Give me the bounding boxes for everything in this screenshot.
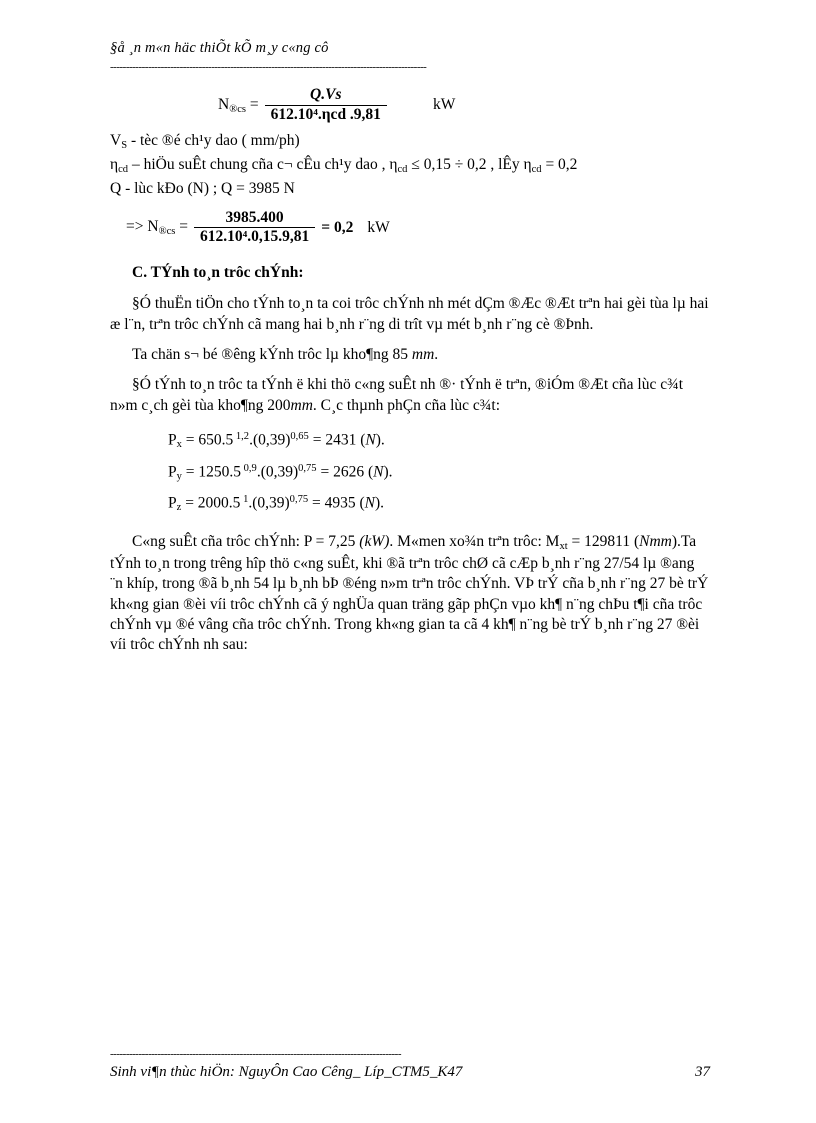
page-content (110, 40, 710, 658)
section-body (110, 294, 710, 656)
formula-result-fraction (194, 210, 315, 246)
formula-result-unit: kW (367, 218, 390, 236)
section-heading: C. TÝnh to¸n trôc chÝnh: (132, 264, 304, 282)
formula-lhs: $N_{®cs}$ = (218, 95, 259, 115)
equation-px: $P_x = 650.5$ $^{1,2}.(0,39)^{0,65} = 2431$ (N). (168, 431, 385, 451)
footer-author: Sinh vi¶n thùc hiÖn: NguyÔn Cao Cêng_ Líp_CTM5_K47 (110, 1064, 463, 1080)
header-divider: ---------------------------------------------------------------------------------------------------- (110, 61, 427, 73)
definition-vs: $V_S$ - tèc ®é ch¹y dao ( mm/ph) (110, 132, 300, 152)
paragraph-1: §Ó thuËn tiÖn cho tÝnh to¸n ta coi trôc chÝnh nh mét dÇm ®Æc ®Æt trªn hai gèi tùa lµ hai æ l¨n, trªn trôc chÝnh cã mang hai b¸nh r¨ng di trît vµ mét b¸nh r¨ng cè ®Þnh. (110, 295, 709, 333)
equation-py: $P_y = 1250.5$ $^{0,9}.(0,39)^{0,75} = 2626$ (N). (168, 462, 393, 482)
formula-result-equals: = 0,2 (321, 218, 354, 236)
formula-power-result (110, 210, 710, 246)
paragraph-4: C«ng suÊt cña trôc chÝnh: P = 7,25 (kW). M«men xo¾n trªn trôc: $M_{xt} = 129811$ (Nmm).Ta tÝnh to¸n trong trêng hîp thö c«ng suÊt, khi ®ã trªn trôc chØ cã cÆp b¸nh r¨ng 27/54 lµ ®ang ¨n khíp, trong ®ã b¸nh 54 lµ b¸nh bÞ ®éng n»m trªn trôc chÝnh. VÞ trÝ cña b¸nh r¨ng 27 bè trÝ kh«ng gian ®èi víi trôc chÝnh cã ý nghÜa quan träng gãp phÇn vµo kh¶ n¨ng chÞu t¶i cña trôc chÝnh vµ ®é vâng cña trôc chÝnh. Trong kh«ng gian ta cã 4 kh¶ n¨ng bè trÝ b¸nh r¨ng 27 ®èi víi trôc chÝnh nh sau: (110, 532, 709, 654)
formula-power-main (110, 87, 710, 123)
formula-result-lhs: => $N_{®cs}$ = (126, 218, 188, 238)
formula-unit: kW (432, 96, 456, 114)
page-number: 37 (695, 1064, 710, 1080)
definition-eta: $\eta_{cd}$ – hiÖu suÊt chung cña c¬ cÊu ch¹y dao , $\eta_{cd} \le 0,15 \div 0,2$ , lÊy $\eta_{cd} = 0,2$ (110, 156, 578, 176)
page-footer (110, 1048, 710, 1081)
variable-definitions (110, 131, 710, 199)
paragraph-2: Ta chän s¬ bé ®êng kÝnh trôc lµ kho¶ng 85 mm. (132, 346, 439, 364)
footer-divider: -------------------------------------------------------------------------------------------- (110, 1048, 402, 1060)
formula-result-numerator: 3985.400 (225, 208, 284, 226)
formula-fraction (265, 87, 387, 123)
formula-result-denominator: 612.10⁴.0,15.9,81 (194, 227, 315, 246)
footer-content (110, 1064, 710, 1081)
equation-pz: $P_z = 2000.5$ $^1.(0,39)^{0,75} = 4935$ (N). (168, 493, 385, 513)
paragraph-3: §Ó tÝnh to¸n trôc ta tÝnh ë khi thö c«ng suÊt nh ®· tÝnh ë trªn, ®iÓm ®Æt cña lùc c¾t n»m c¸ch gèi tùa kho¶ng 200mm. C¸c thµnh phÇn cña lùc c¾t: (110, 376, 684, 414)
formula-numerator: Q.Vs (310, 86, 342, 103)
formula-denominator: 612.10⁴.ηcd .9,81 (265, 105, 387, 124)
definition-q: Q - lùc kÐo (N) ; Q = 3985 N (110, 180, 295, 198)
page-header-title: §å ¸n m«n häc thiÕt kÕ m¸y c«ng cô (110, 40, 329, 56)
